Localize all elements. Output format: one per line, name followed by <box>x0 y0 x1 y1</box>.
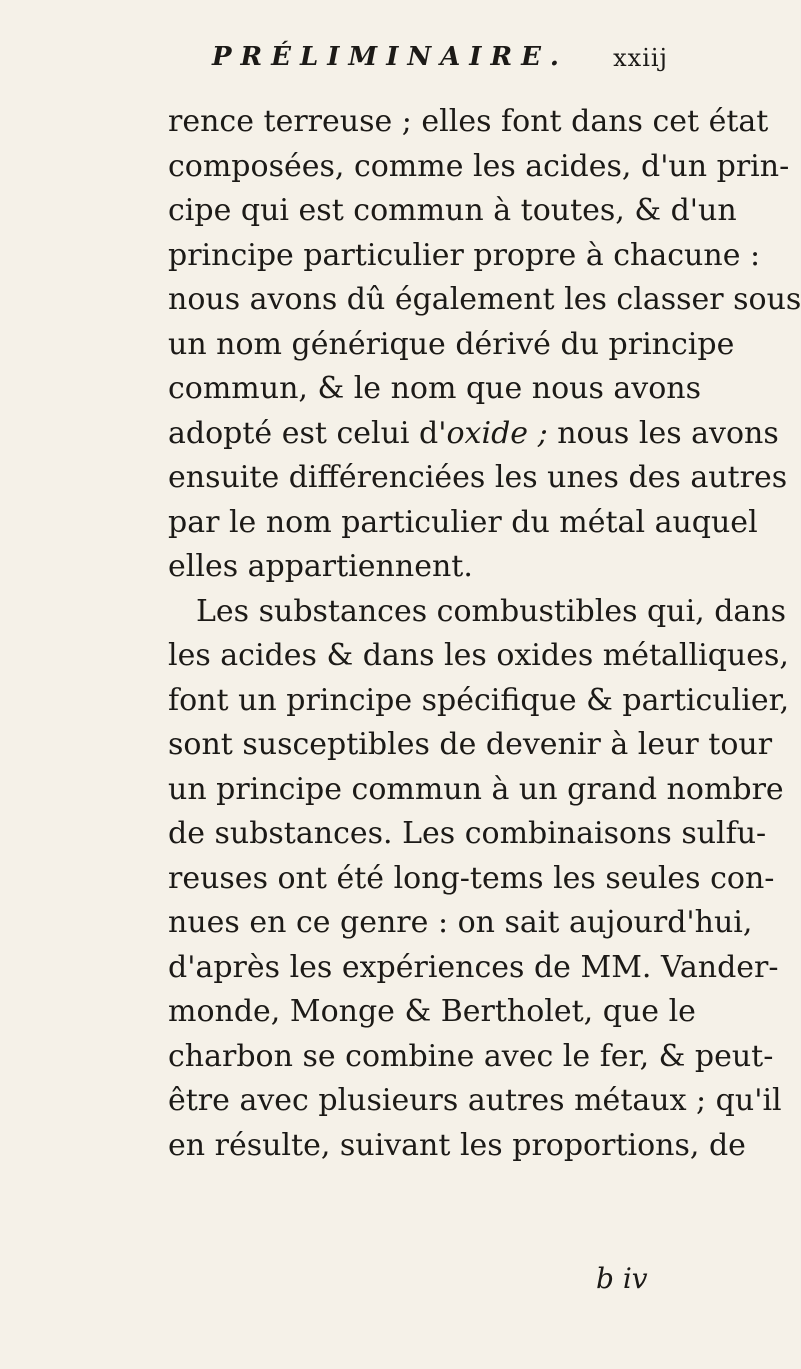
text-line: ensuite différenciées les unes des autres <box>168 460 788 495</box>
text-line: reuses ont été long-tems les seules con- <box>168 860 775 896</box>
text-line: de substances. Les combinaisons sulfu- <box>168 816 767 851</box>
text-line: elles appartiennent. <box>168 549 473 584</box>
text-line-with-italic <box>168 412 779 457</box>
running-header <box>212 40 668 80</box>
text-line: être avec plusieurs autres métaux ; qu'il <box>168 1083 782 1118</box>
text-line: composées, comme les acides, d'un prin- <box>168 148 790 184</box>
text-line: nues en ce genre : on sait aujourd'hui, <box>168 905 753 940</box>
text-line: un nom générique dérivé du principe <box>168 326 735 362</box>
text-line: commun, & le nom que nous avons <box>168 371 702 406</box>
text-line: sont susceptibles de devenir à leur tour <box>168 727 773 762</box>
text-line: Les substances combustibles qui, dans <box>196 593 787 629</box>
text-segment: adopté est celui d' <box>168 415 447 451</box>
text-line: monde, Monge & Bertholet, que le <box>168 994 696 1029</box>
body-text <box>168 100 801 1168</box>
text-line: les acides & dans les oxides métalliques, <box>168 638 789 673</box>
page-number: xxiij <box>613 44 668 72</box>
text-line: cipe qui est commun à toutes, & d'un <box>168 193 737 228</box>
text-line: principe particulier propre à chacune : <box>168 237 761 273</box>
text-line: charbon se combine avec le fer, & peut- <box>168 1038 774 1074</box>
text-line: rence terreuse ; elles font dans cet état <box>168 104 769 139</box>
text-line: en résulte, suivant les proportions, de <box>168 1127 746 1163</box>
running-title: PRÉLIMINAIRE. <box>212 42 568 72</box>
text-line: par le nom particulier du métal auquel <box>168 504 758 540</box>
signature-mark: b iv <box>596 1262 648 1295</box>
text-line: font un principe spécifique & particulier, <box>168 682 790 718</box>
italic-term-oxide: oxide ; <box>446 415 548 451</box>
text-line: un principe commun à un grand nombre <box>168 771 784 807</box>
text-segment: nous les avons <box>547 415 779 451</box>
text-line: d'après les expériences de MM. Vander- <box>168 949 779 985</box>
text-line: nous avons dû également les classer sous <box>168 282 801 317</box>
